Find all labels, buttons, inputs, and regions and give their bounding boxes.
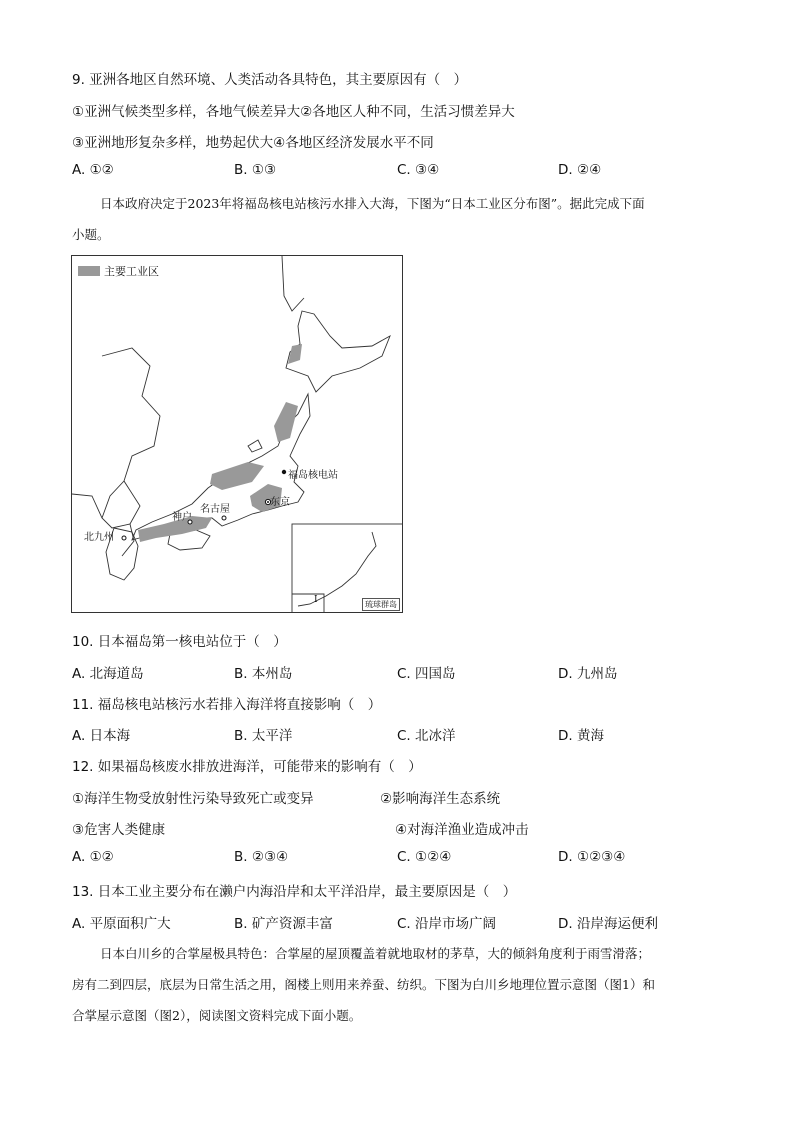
industrial-zone-tohoku <box>274 402 298 442</box>
q10-option-a[interactable]: A. 北海道岛 <box>72 666 144 682</box>
q13-option-b[interactable]: B. 矿产资源丰富 <box>234 916 333 932</box>
industrial-zone-hokuriku <box>210 462 264 490</box>
q9-stem: 9. 亚洲各地区自然环境、人类活动各具特色，其主要原因有（ ） <box>72 72 468 88</box>
q13-option-a[interactable]: A. 平原面积广大 <box>72 916 171 932</box>
q10-stem: 10. 日本福岛第一核电站位于（ ） <box>72 634 287 650</box>
legend-label: 主要工业区 <box>104 265 159 278</box>
intro2-line-1: 日本白川乡的合掌屋极具特色：合掌屋的屋顶覆盖着就地取材的茅草，大的倾斜角度利于雨雪滑落； <box>100 946 651 961</box>
q10-option-b[interactable]: B. 本州岛 <box>234 666 293 682</box>
q9-option-a[interactable]: A. ①② <box>72 162 114 178</box>
japan-industrial-map <box>71 255 403 613</box>
q9-option-c[interactable]: C. ③④ <box>397 162 440 178</box>
q12-option-d[interactable]: D. ①②③④ <box>558 849 626 865</box>
sakhalin-coast <box>282 256 304 311</box>
map-drawing <box>72 256 403 613</box>
tokyo-marker-dot <box>267 501 269 503</box>
industrial-zone-hokkaido <box>288 344 302 364</box>
q11-option-d[interactable]: D. 黄海 <box>558 728 604 744</box>
q12-option-b[interactable]: B. ②③④ <box>234 849 289 865</box>
q12-statement-4: ④对海洋渔业造成冲击 <box>395 822 529 838</box>
q12-statement-2: ②影响海洋生态系统 <box>380 791 501 807</box>
label-kitakyushu: 北九州 <box>84 532 114 543</box>
q12-stem: 12. 如果福岛核废水排放进海洋，可能带来的影响有（ ） <box>72 759 422 775</box>
q9-statement-line-1: ①亚洲气候类型多样，各地气候差异大②各地区人种不同，生活习惯差异大 <box>72 104 515 120</box>
q11-option-a[interactable]: A. 日本海 <box>72 728 131 744</box>
q9-option-d[interactable]: D. ②④ <box>558 162 602 178</box>
q10-option-d[interactable]: D. 九州岛 <box>558 666 618 682</box>
q12-option-a[interactable]: A. ①② <box>72 849 114 865</box>
q12-statement-3: ③危害人类健康 <box>72 822 166 838</box>
intro2-line-2: 房有二到四层，底层为日常生活之用，阁楼上则用来养蚕、纺织。下图为白川乡地理位置示意图（图1）和 <box>72 977 655 992</box>
fukushima-marker <box>282 470 286 474</box>
q13-stem: 13. 日本工业主要分布在濑户内海沿岸和太平洋沿岸，最主要原因是（ ） <box>72 884 517 900</box>
kitakyushu-marker <box>122 536 126 540</box>
q9-option-b[interactable]: B. ①③ <box>234 162 277 178</box>
q9-statement-line-2: ③亚洲地形复杂多样，地势起伏大④各地区经济发展水平不同 <box>72 135 434 151</box>
coastlines <box>72 256 390 580</box>
map-legend <box>78 263 159 279</box>
q12-option-c[interactable]: C. ①②④ <box>397 849 452 865</box>
label-fukushima: 福岛核电站 <box>288 470 338 481</box>
label-ryukyu: 琉球群岛 <box>362 598 400 611</box>
q11-stem: 11. 福岛核电站核污水若排入海洋将直接影响（ ） <box>72 697 382 713</box>
ryukyu-inset-divider <box>292 594 324 613</box>
q13-option-c[interactable]: C. 沿岸市场广阔 <box>397 916 497 932</box>
sado-island <box>248 440 262 452</box>
hokkaido-coast <box>286 311 390 392</box>
nagoya-marker <box>222 516 226 520</box>
intro1-line-2: 小题。 <box>72 227 110 242</box>
intro1-line-1: 日本政府决定于2023年将福岛核电站核污水排入大海，下图为“日本工业区分布图”。据此完成下面 <box>100 196 645 211</box>
intro2-line-3: 合掌屋示意图（图2），阅读图文资料完成下面小题。 <box>72 1008 362 1023</box>
continent-coast <box>72 348 160 528</box>
label-nagoya: 名古屋 <box>200 504 230 515</box>
label-tokyo: 东京 <box>270 497 290 508</box>
korea-peninsula <box>102 481 134 556</box>
legend-swatch <box>78 266 100 276</box>
ryukyu-islands <box>298 532 376 606</box>
label-kobe: 神户 <box>172 512 192 523</box>
label-inset-mark: I <box>314 595 318 605</box>
q10-option-c[interactable]: C. 四国岛 <box>397 666 456 682</box>
q12-statement-1: ①海洋生物受放射性污染导致死亡或变异 <box>72 791 314 807</box>
q11-option-b[interactable]: B. 太平洋 <box>234 728 293 744</box>
q11-option-c[interactable]: C. 北冰洋 <box>397 728 456 744</box>
q13-option-d[interactable]: D. 沿岸海运便利 <box>558 916 658 932</box>
